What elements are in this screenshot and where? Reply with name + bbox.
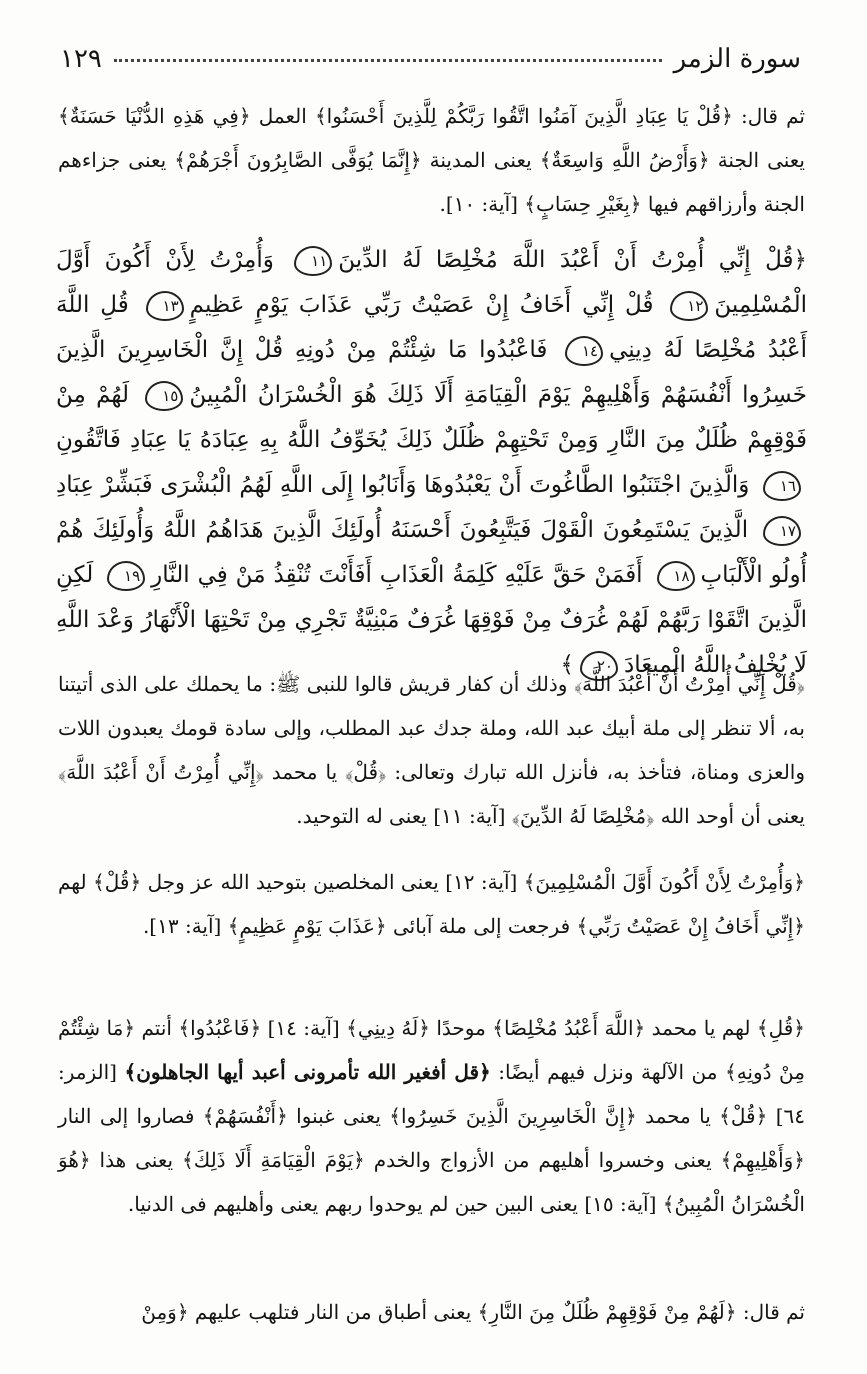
verse-number-marker: ١٦ xyxy=(763,471,801,501)
verse-text: لَهُمْ مِنْ فَوْقِهِمْ ظُلَلٌ مِنَ النَّارِ وَمِنْ تَحْتِهِمْ ظُلَلٌ ذَلِكَ يُخَوِّفُ اللَّهُ بِهِ عِبَادَهُ يَا عِبَادِ فَاتَّقُونِ xyxy=(56,382,807,453)
page-header xyxy=(60,24,801,74)
commentary-paragraph-5: ثم قال: ﴿لَهُمْ مِنْ فَوْقِهِمْ ظُلَلٌ مِنَ النَّارِ﴾ يعنى أطباق من النار فتلهب عليهم ﴿وَمِنْ xyxy=(141,1300,805,1324)
verse-number-marker: ١٨ xyxy=(657,561,695,591)
verse-text: لَكِنِ الَّذِينَ اتَّقَوْا رَبَّهُمْ لَهُمْ غُرَفٌ مِنْ فَوْقِهَا غُرَفٌ مَبْنِيَّةٌ تَجْرِي مِنْ تَحْتِهَا الْأَنْهَارُ وَعْدَ اللَّهِ لَا يُخْلِفُ اللَّهُ الْمِيعَادَ xyxy=(56,562,807,678)
verse-number-marker: ١٩ xyxy=(107,561,145,591)
verse-text: قُلِ اللَّهَ أَعْبُدُ مُخْلِصًا لَهُ دِينِي xyxy=(56,292,808,363)
verse-text: وَالَّذِينَ اجْتَنَبُوا الطَّاغُوتَ أَنْ يَعْبُدُوهَا وَأَنَابُوا إِلَى اللَّهِ لَهُمُ الْبُشْرَى فَبَشِّرْ عِبَادِ xyxy=(56,472,750,498)
verse-number-marker: ١٧ xyxy=(763,516,801,546)
verse-text: قُلْ إِنِّي أَخَافُ إِنْ عَصَيْتُ رَبِّي عَذَابَ يَوْمٍ عَظِيمٍ xyxy=(189,292,654,318)
verse-text: الَّذِينَ يَسْتَمِعُونَ الْقَوْلَ فَيَتَّبِعُونَ أَحْسَنَهُ أُولَئِكَ الَّذِينَ هَدَاهُمُ اللَّهُ وَأُولَئِكَ هُمْ أُولُو الْأَلْبَابِ xyxy=(56,517,807,588)
verse-number-marker: ١٣ xyxy=(146,291,184,321)
verse-text: ﴿قُلْ إِنِّي أُمِرْتُ أَنْ أَعْبُدَ اللَّهَ مُخْلِصًا لَهُ الدِّينَ xyxy=(338,247,807,273)
verse-number-marker: ١٤ xyxy=(565,336,603,366)
cross-reference-verse: ﴿قل أفغير الله تأمرونى أعبد أيها الجاهلون﴾ xyxy=(124,1060,491,1084)
verse-number-marker: ٢٠ xyxy=(580,651,618,681)
verse-text: أَفَمَنْ حَقَّ عَلَيْهِ كَلِمَةُ الْعَذَابِ أَفَأَنْتَ تُنْقِذُ مَنْ فِي النَّارِ xyxy=(151,562,643,588)
commentary-text: [الزمر: ٦٤] ﴿قُلْ﴾ يا محمد ﴿إِنَّ الْخَاسِرِينَ الَّذِينَ خَسِرُوا﴾ يعنى غبنوا ﴿أَنْفُسَهُمْ﴾ فصاروا إلى النار ﴿وَأَهْلِيهِمْ﴾ يعنى وخسروا أهليهم من الأزواج والخدم ﴿يَوْمَ الْقِيَامَةِ أَلَا ذَلِكَ﴾ يعنى هذا ﴿هُوَ الْخُسْرَانُ الْمُبِينُ﴾ [آية: ١٥] يعنى البين حين لم يوحدوا ربهم يعنى وأهليهم فى الدنيا. xyxy=(58,1060,806,1216)
commentary-text: ﴿قُلِ﴾ لهم يا محمد ﴿اللَّهَ أَعْبُدُ مُخْلِصًا﴾ موحدًا ﴿لَهُ دِينِي﴾ [آية: ١٤] ﴿فَاعْبُدُوا﴾ أنتم ﴿مَا شِئْتُمْ مِنْ دُونِهِ﴾ من الآلهة ونزل فيهم أيضًا: xyxy=(58,1016,806,1084)
commentary-paragraph-3: ﴿وَأُمِرْتُ لِأَنْ أَكُونَ أَوَّلَ الْمُسْلِمِينَ﴾ [آية: ١٢] يعنى المخلصين بتوحيد الله عز وجل ﴿قُلْ﴾ لهم ﴿إِنِّي أَخَافُ إِنْ عَصَيْتُ رَبِّي﴾ فرجعت إلى ملة آبائى ﴿عَذَابَ يَوْمٍ عَظِيمٍ﴾ [آية: ١٣]. xyxy=(58,870,805,938)
quran-verses-block xyxy=(56,238,807,688)
commentary-paragraph-2: ﴿قُلْ إِنِّي أُمِرْتُ أَنْ أَعْبُدَ اللَّهَ﴾ وذلك أن كفار قريش قالوا للنبى ﷺ: ما يحملك على الذى أتيتنا به، ألا تنظر إلى ملة أبيك عبد الله، وملة جدك عبد المطلب، وإلى سادة قومك يعبدون اللات والعزى ومناة، فتأخذ به، فأنزل الله تبارك وتعالى: ﴿قُلْ﴾ يا محمد ﴿إِنِّي أُمِرْتُ أَنْ أَعْبُدَ اللَّهَ﴾ يعنى أن أوحد الله ﴿مُخْلِصًا لَهُ الدِّينَ﴾ [آية: ١١] يعنى له التوحيد. xyxy=(58,672,806,828)
closing-bracket: ﴾ xyxy=(560,652,574,678)
verse-text: وَأُمِرْتُ لِأَنْ أَكُونَ أَوَّلَ الْمُسْلِمِينَ xyxy=(56,247,807,318)
verse-number-marker: ١٥ xyxy=(145,381,183,411)
commentary-paragraph-4 xyxy=(58,1006,805,1226)
page-number: ١٢٩ xyxy=(60,44,102,74)
header-dotted-leader xyxy=(114,59,662,62)
commentary-paragraph-1: ثم قال: ﴿قُلْ يَا عِبَادِ الَّذِينَ آمَنُوا اتَّقُوا رَبَّكُمْ لِلَّذِينَ أَحْسَنُوا﴾ العمل ﴿فِي هَذِهِ الدُّنْيَا حَسَنَةٌ﴾ يعنى الجنة ﴿وَأَرْضُ اللَّهِ وَاسِعَةٌ﴾ يعنى المدينة ﴿إِنَّمَا يُوَفَّى الصَّابِرُونَ أَجْرَهُمْ﴾ يعنى جزاءهم الجنة وأرزاقهم فيها ﴿بِغَيْرِ حِسَابٍ﴾ [آية: ١٠]. xyxy=(58,104,805,216)
verse-number-marker: ١٢ xyxy=(670,291,708,321)
verse-text: فَاعْبُدُوا مَا شِئْتُمْ مِنْ دُونِهِ قُلْ إِنَّ الْخَاسِرِينَ الَّذِينَ خَسِرُوا أَنْفُسَهُمْ وَأَهْلِيهِمْ يَوْمَ الْقِيَامَةِ أَلَا ذَلِكَ هُوَ الْخُسْرَانُ الْمُبِينُ xyxy=(56,337,807,408)
verse-number-marker: ١١ xyxy=(294,246,332,276)
surah-title: سورة الزمر xyxy=(673,44,801,74)
